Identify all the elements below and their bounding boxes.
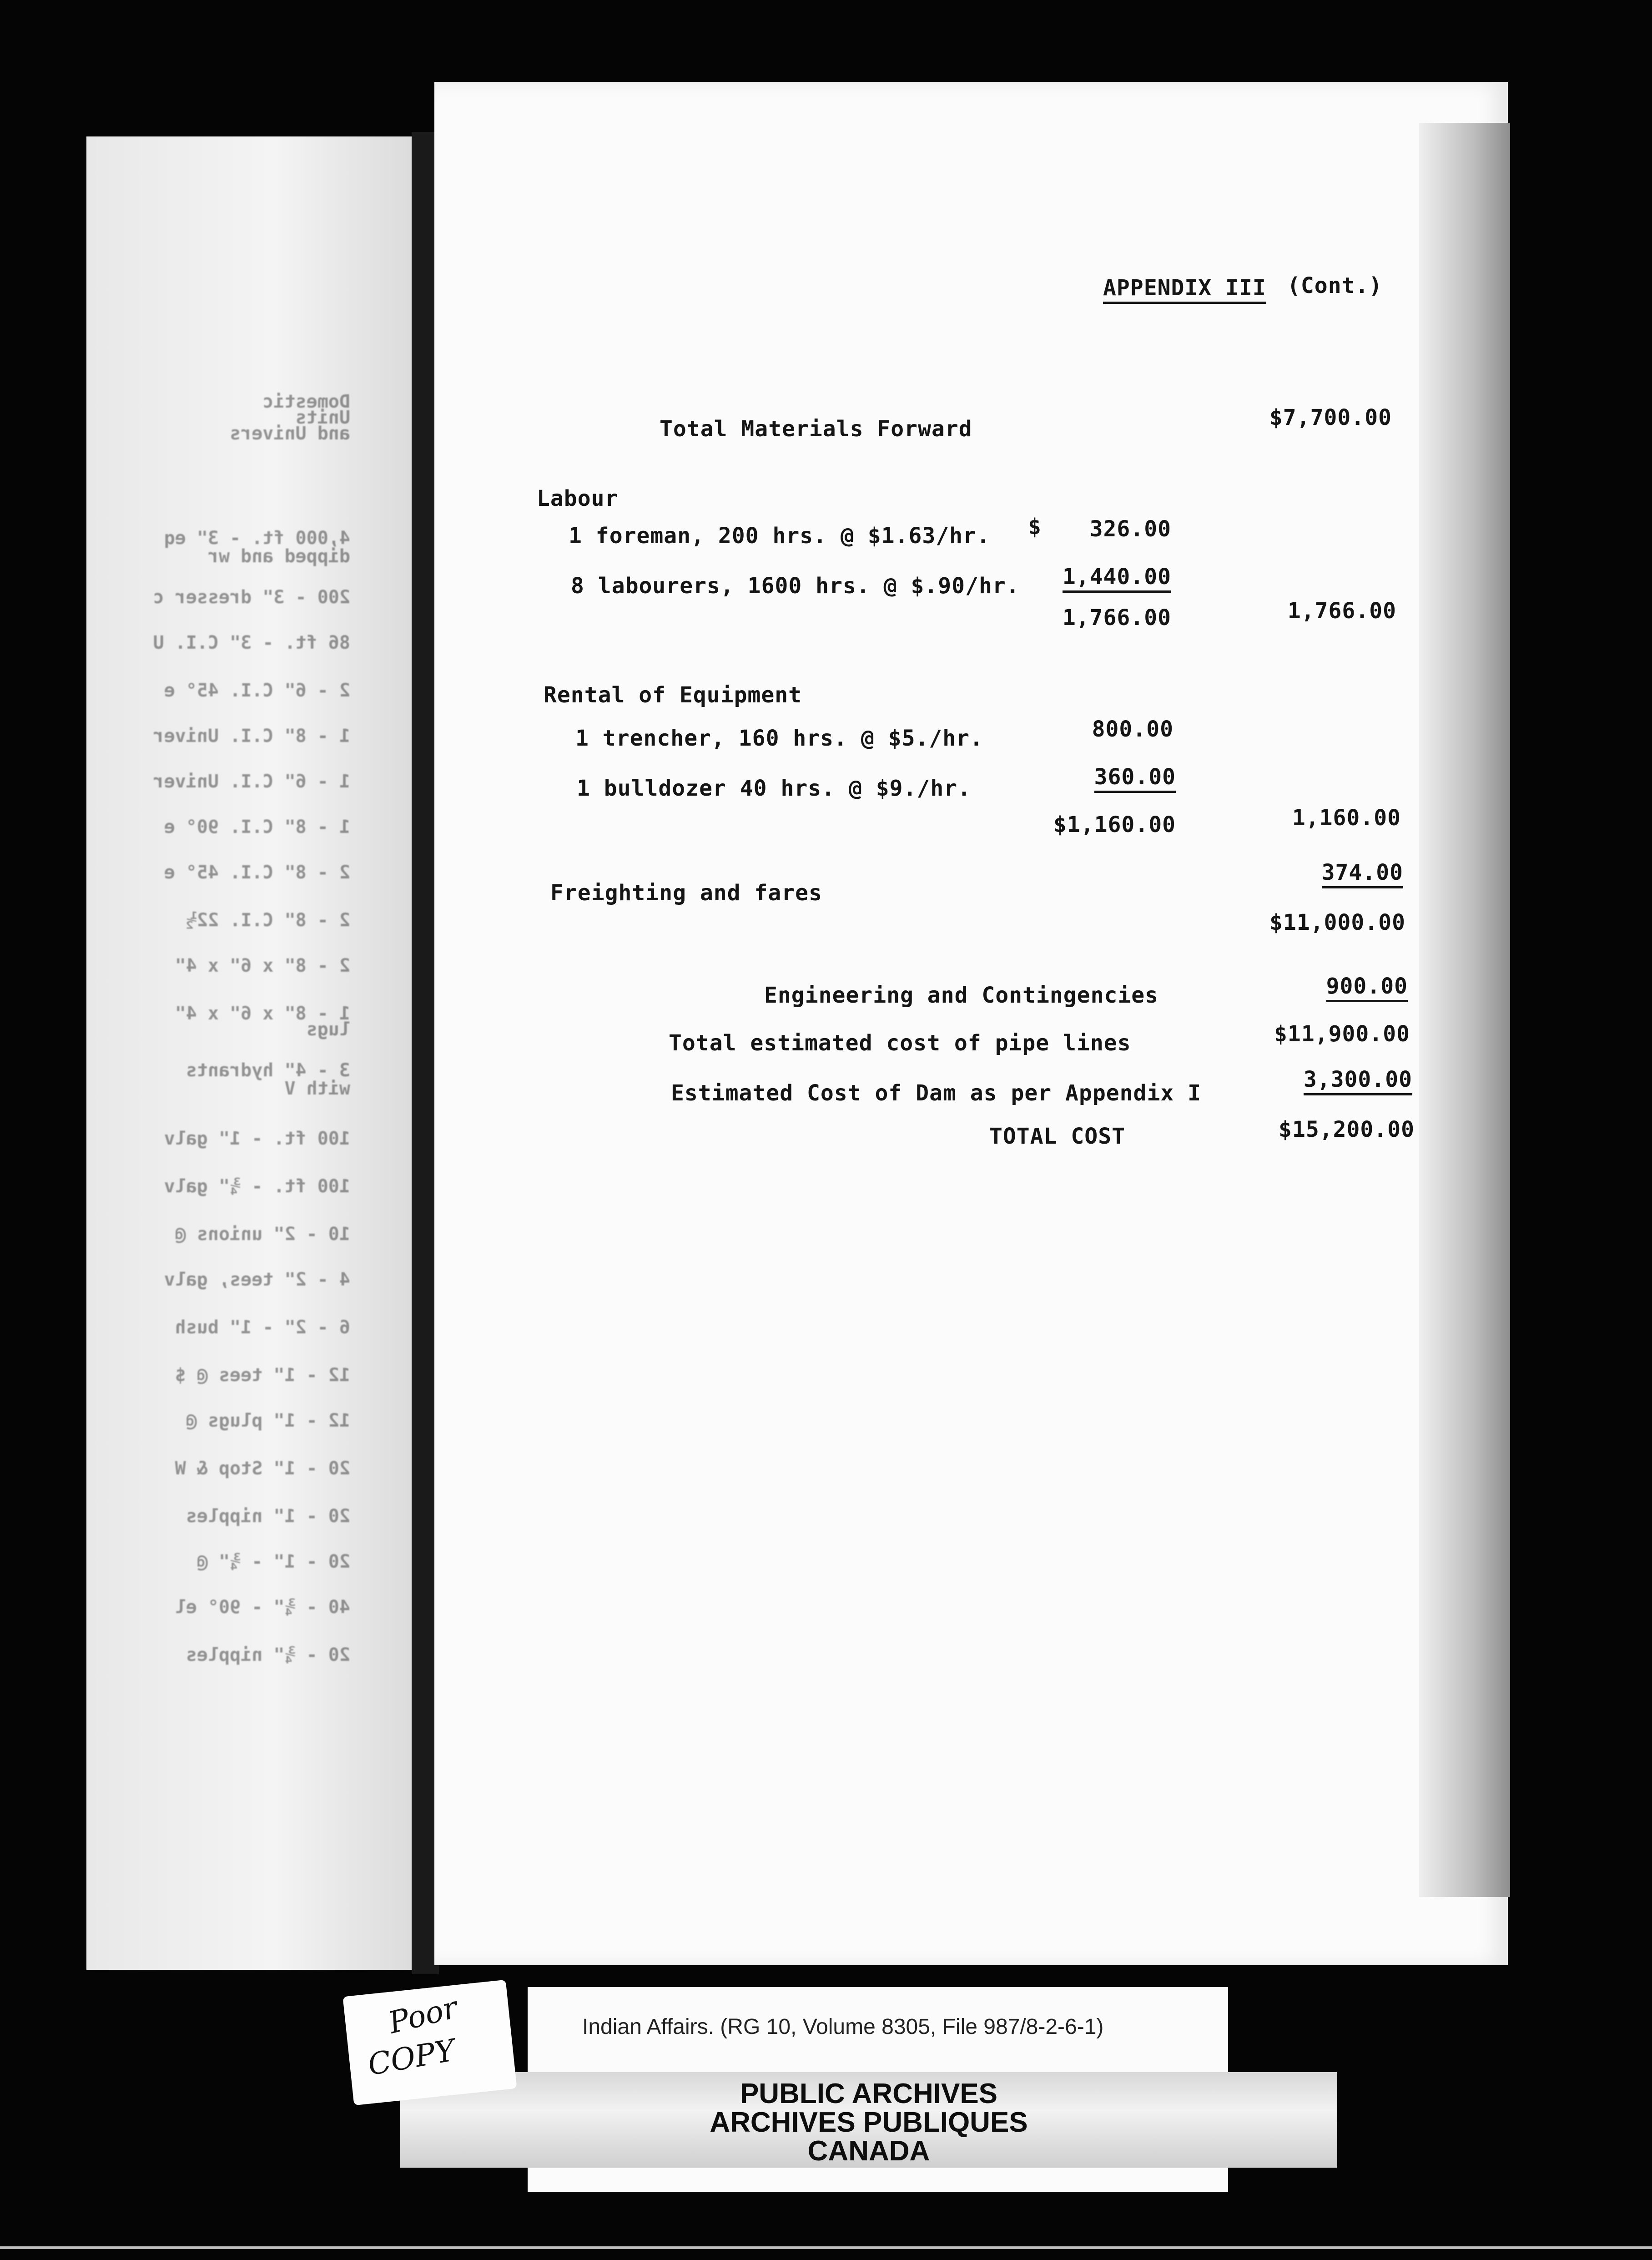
running-total: $11,000.00 (1269, 910, 1405, 935)
mirrored-line: 2 - 8" C.I. 45° e (164, 862, 350, 883)
archives-line-1: PUBLIC ARCHIVES (740, 2078, 998, 2109)
left-page-show-through (86, 136, 428, 1970)
labour-row-foreman-amount: 326.00 (1089, 516, 1171, 542)
page-edge-shadow (1419, 123, 1510, 1897)
engineering-total (1217, 974, 1408, 999)
labour-row-labourers-amount-text: 1,440.00 (1063, 564, 1171, 593)
archives-line-2: ARCHIVES PUBLIQUES (710, 2107, 1028, 2138)
mirrored-line: 2 - 8" C.I. 22½ (186, 910, 350, 931)
equipment-row-trencher-amount: 800.00 (1092, 716, 1174, 742)
mirrored-line: 4,000 ft. - 3" eq (164, 528, 350, 549)
appendix-heading-suffix: (Cont.) (1287, 273, 1383, 298)
poor-copy-line-2: COPY (365, 2033, 458, 2083)
freight-total (1212, 860, 1403, 885)
equipment-row-bulldozer-amount-text: 360.00 (1094, 764, 1176, 793)
mirrored-line: 100 ft. - ¾" galv (164, 1176, 350, 1197)
labour-row-labourers: 8 labourers, 1600 hrs. @ $.90/hr. (571, 573, 1020, 599)
mirrored-line: 20 - 1" - ¾" @ (196, 1551, 350, 1572)
engineering-total-text: 900.00 (1326, 974, 1408, 1002)
mirrored-line: 10 - 2" unions @ (175, 1224, 350, 1245)
mirrored-line: 100 ft. - 1" galv (164, 1128, 350, 1149)
mirrored-line: 20 - 1" nipples (186, 1506, 350, 1527)
equipment-subtotal: $1,160.00 (1053, 812, 1176, 837)
dam-label: Estimated Cost of Dam as per Appendix I (671, 1080, 1202, 1106)
materials-forward-total: $7,700.00 (1269, 405, 1392, 430)
dam-total (1221, 1067, 1412, 1092)
appendix-heading: APPENDIX III (1103, 275, 1266, 304)
mirrored-line: 2 - 8" x 6" x 4" (175, 955, 350, 976)
equipment-total: 1,160.00 (1292, 805, 1401, 831)
equipment-row-bulldozer: 1 bulldozer 40 hrs. @ $9./hr. (577, 776, 972, 801)
mirrored-line: Units (295, 407, 350, 428)
equipment-heading: Rental of Equipment (544, 682, 802, 708)
materials-forward-label: Total Materials Forward (660, 416, 972, 442)
mirrored-line: 1 - 6" C.I. Univer (153, 771, 350, 792)
mirrored-line: 1 - 8" x 6" x 4" (175, 1003, 350, 1024)
equipment-row-trencher: 1 trencher, 160 hrs. @ $5./hr. (575, 726, 983, 751)
mirrored-line: 2 - 6" C.I. 45° e (164, 680, 350, 701)
mirrored-line: 6 - 2" - 1" bush (175, 1317, 350, 1338)
mirrored-line: 12 - 1" tees @ $ (175, 1365, 350, 1386)
pipe-lines-total: $11,900.00 (1274, 1021, 1410, 1047)
mirrored-line: 86 ft. - 3" C.I. U (153, 632, 350, 653)
mirrored-line: 20 - ¾" nipples (186, 1645, 350, 1665)
mirrored-line: 20 - 1" Stop & W (175, 1458, 350, 1479)
engineering-label: Engineering and Contingencies (764, 983, 1159, 1008)
mirrored-line: 3 - 4" hydrants (186, 1060, 350, 1081)
mirrored-line: 40 - ¾" - 90° el (175, 1597, 350, 1618)
mirrored-line: with V (284, 1078, 350, 1099)
equipment-row-bulldozer-amount (1003, 764, 1176, 790)
labour-subtotal: 1,766.00 (1062, 605, 1171, 631)
freight-label: Freighting and fares (550, 880, 822, 906)
poor-copy-line-1: Poor (385, 1989, 461, 2041)
mirrored-text-block (86, 136, 428, 1970)
mirrored-line: Domestic (262, 391, 350, 412)
poor-copy-note (342, 1980, 517, 2105)
grand-total-value: $15,200.00 (1279, 1117, 1415, 1142)
mirrored-line: 12 - 1" plugs @ (186, 1410, 350, 1431)
mirrored-line: lugs (306, 1019, 350, 1040)
archive-reference: Indian Affairs. (RG 10, Volume 8305, File 987/8-2-6-1) (582, 2015, 1104, 2039)
freight-total-text: 374.00 (1322, 860, 1403, 888)
mirrored-line: 1 - 8" C.I. 90° e (164, 817, 350, 837)
labour-row-foreman-dollar: $ (1028, 514, 1042, 540)
mirrored-line: dipped and wr (207, 546, 350, 567)
mirrored-line: 4 - 2" tees, galv (164, 1269, 350, 1290)
grand-total-label: TOTAL COST (989, 1124, 1125, 1149)
labour-heading: Labour (537, 486, 619, 511)
labour-row-foreman: 1 foreman, 200 hrs. @ $1.63/hr. (569, 523, 990, 549)
labour-total: 1,766.00 (1287, 598, 1396, 624)
bottom-rule (0, 2246, 1652, 2249)
mirrored-line: and Univers (230, 423, 350, 444)
archives-line-3: CANADA (807, 2135, 930, 2167)
dam-total-text: 3,300.00 (1304, 1067, 1412, 1095)
pipe-lines-label: Total estimated cost of pipe lines (669, 1030, 1131, 1056)
mirrored-line: 200 - 3" dresser c (153, 587, 350, 608)
mirrored-line: 1 - 8" C.I. Univer (153, 726, 350, 747)
labour-row-labourers-amount (998, 564, 1171, 590)
